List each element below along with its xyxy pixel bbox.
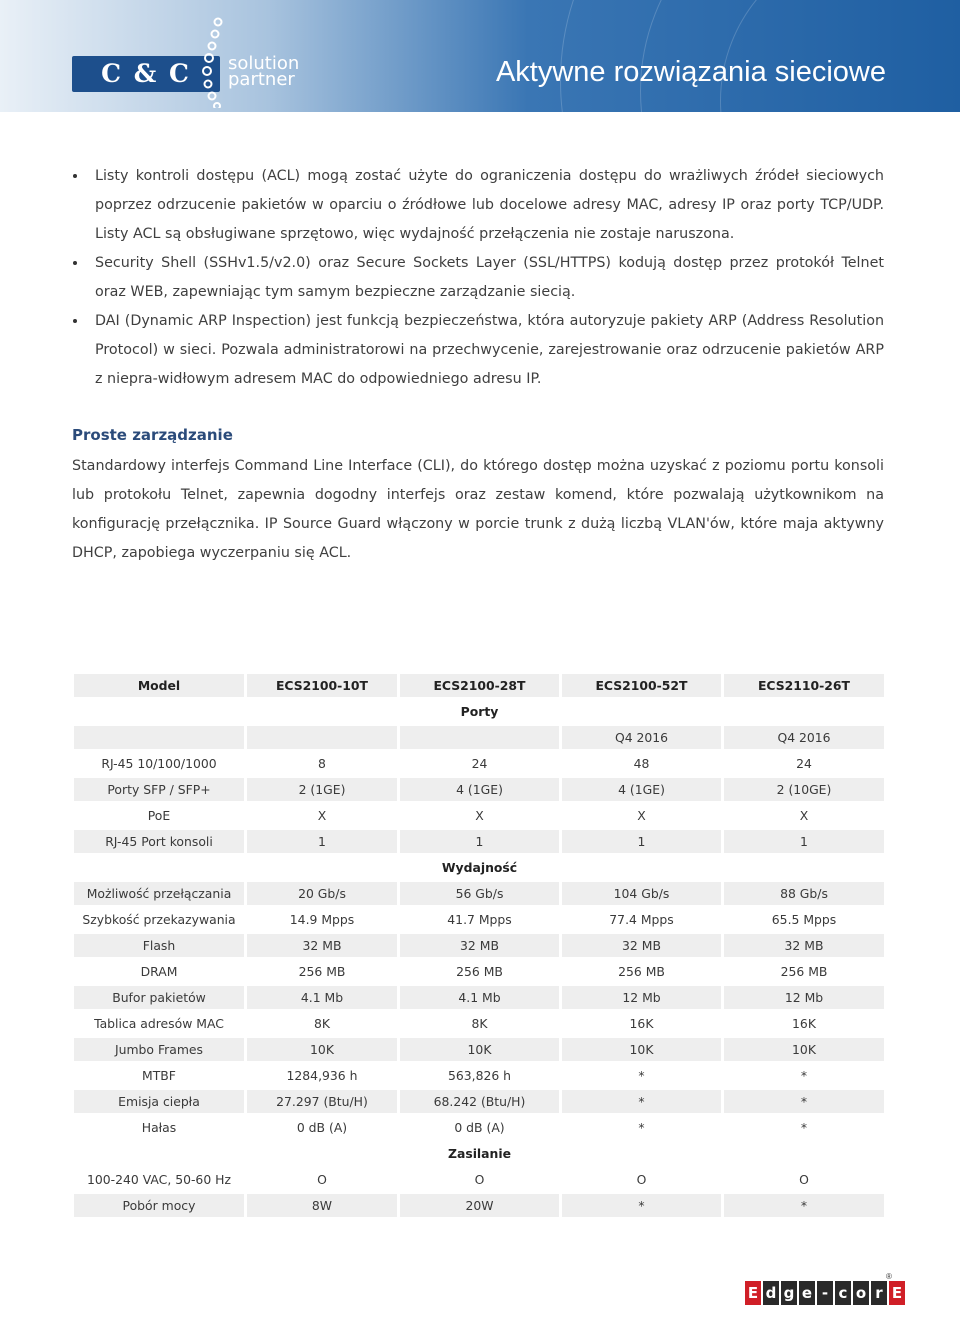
table-cell [247,856,397,879]
table-cell: 1 [247,830,397,853]
table-row [74,778,884,801]
table-row [74,1064,884,1087]
registered-mark: ® [886,1272,892,1281]
table-cell: Tablica adresów MAC [74,1012,244,1035]
table-row [74,1194,884,1217]
feature-list [72,162,884,394]
table-cell: 10K [724,1038,884,1061]
table-cell: RJ-45 Port konsoli [74,830,244,853]
table-cell: 14.9 Mpps [247,908,397,931]
table-cell: X [400,804,559,827]
edgecore-logo-letter: c [835,1281,851,1305]
page-header [0,0,960,112]
table-cell: 256 MB [724,960,884,983]
table-cell: Hałas [74,1116,244,1139]
edgecore-logo-letter: E [889,1281,905,1305]
table-cell: Możliwość przełączania [74,882,244,905]
table-row [74,960,884,983]
table-cell: * [724,1064,884,1087]
table-row [74,1090,884,1113]
table-cell: 4 (1GE) [400,778,559,801]
table-cell: 32 MB [724,934,884,957]
table-row [74,1012,884,1035]
table-group-label: Wydajność [400,856,559,879]
table-cell: 88 Gb/s [724,882,884,905]
bullet-icon [73,319,77,323]
section-paragraph: Standardowy interfejs Command Line Interface (CLI), do którego dostęp można uzyskać z poziomu portu konsoli lub protokołu Telnet, zapewnia dogodny interfejs oraz zestaw komend, które pozwalają użytkownikom na konfigurację przełącznika. IP Source Guard włączony w porcie trunk z dużą liczbą VLAN'ów, które maja aktywny DHCP, zapobiega wyczerpaniu się ACL. [72,458,884,561]
table-cell: 104 Gb/s [562,882,721,905]
table-cell [247,1142,397,1165]
table-cell: 1 [400,830,559,853]
logo-tagline-line: partner [228,69,295,90]
list-item [72,249,884,307]
table-cell: 1 [562,830,721,853]
table-cell: 32 MB [562,934,721,957]
logo-tagline-line: solution [228,53,300,74]
table-cell: 16K [724,1012,884,1035]
table-cell: Bufor pakietów [74,986,244,1009]
table-cell: ECS2100-28T [400,674,559,697]
table-cell: Jumbo Frames [74,1038,244,1061]
bullet-icon [73,174,77,178]
table-row [74,986,884,1009]
table-cell [74,1142,244,1165]
edgecore-logo-letter: E [745,1281,761,1305]
table-cell: Model [74,674,244,697]
table-cell: ECS2110-26T [724,674,884,697]
table-cell: 68.242 (Btu/H) [400,1090,559,1113]
table-group-row [74,1142,884,1165]
table-cell: 48 [562,752,721,775]
table-cell: 256 MB [562,960,721,983]
table-cell [74,726,244,749]
table-row [74,1116,884,1139]
table-cell: * [562,1116,721,1139]
table-cell [562,700,721,723]
table-cell: 2 (1GE) [247,778,397,801]
table-cell: 2 (10GE) [724,778,884,801]
table-cell: 56 Gb/s [400,882,559,905]
table-cell: 12 Mb [562,986,721,1009]
table-cell: X [724,804,884,827]
table-cell: 16K [562,1012,721,1035]
list-item [72,162,884,249]
table-cell: O [562,1168,721,1191]
table-cell: Q4 2016 [562,726,721,749]
table-cell: 0 dB (A) [247,1116,397,1139]
table-cell: MTBF [74,1064,244,1087]
cc-logo-text: C & C [101,59,191,88]
table-row [74,934,884,957]
table-cell [562,856,721,879]
table-cell [74,856,244,879]
table-cell: 4.1 Mb [400,986,559,1009]
table-cell: Emisja ciepła [74,1090,244,1113]
table-cell: 0 dB (A) [400,1116,559,1139]
table-cell [400,726,559,749]
table-cell: Porty SFP / SFP+ [74,778,244,801]
table-cell: Pobór mocy [74,1194,244,1217]
table-header-row [74,674,884,697]
table-cell: 1284,936 h [247,1064,397,1087]
bullet-icon [73,261,77,265]
table-cell: 8 [247,752,397,775]
table-cell: 77.4 Mpps [562,908,721,931]
table-cell [247,700,397,723]
table-cell: * [724,1090,884,1113]
spec-table-body [74,674,884,1217]
table-row [74,726,884,749]
table-cell: Szybkość przekazywania [74,908,244,931]
table-row [74,804,884,827]
list-item-text: Security Shell (SSHv1.5/v2.0) oraz Secure Sockets Layer (SSL/HTTPS) kodują dostęp przez protokół Telnet oraz WEB, zapewniając tym samym bezpieczne zarządzanie siecią. [95,255,884,300]
table-cell: Q4 2016 [724,726,884,749]
table-row [74,1168,884,1191]
table-cell: * [562,1090,721,1113]
table-cell [74,700,244,723]
table-cell: * [724,1116,884,1139]
table-group-label: Porty [400,700,559,723]
table-cell: 24 [400,752,559,775]
table-cell: 32 MB [247,934,397,957]
table-cell: 8W [247,1194,397,1217]
table-cell: O [724,1168,884,1191]
table-cell [724,856,884,879]
spec-table [71,671,887,1220]
table-cell: 1 [724,830,884,853]
table-cell: X [562,804,721,827]
table-cell: 10K [562,1038,721,1061]
table-cell: * [562,1064,721,1087]
list-item-text: DAI (Dynamic ARP Inspection) jest funkcją bezpieczeństwa, która autoryzuje pakiety ARP (Address Resolution Protocol) w sieci. Pozwala administratorowi na przechwycenie, zarejestrowanie oraz odrzucenie pakietów ARP z niepra-widłowym adresem MAC do odpowiedniego adresu IP. [95,313,884,387]
logo-tagline [228,53,300,90]
table-cell [724,1142,884,1165]
table-cell: 100-240 VAC, 50-60 Hz [74,1168,244,1191]
table-cell: O [247,1168,397,1191]
table-cell: 32 MB [400,934,559,957]
list-item [72,307,884,394]
list-item-text: Listy kontroli dostępu (ACL) mogą zostać użyte do ograniczenia dostępu do wrażliwych źródeł sieciowych poprzez odrzucenie pakietów w oparciu o źródłowe lub docelowe adresy MAC, adresy IP oraz porty TCP/UDP. Listy ACL są obsługiwane sprzętowo, więc wydajność przełączenia nie zostaje naruszona. [95,168,884,242]
table-row [74,882,884,905]
edgecore-logo-letter: - [817,1281,833,1305]
cc-logo [72,16,312,104]
table-cell: ECS2100-10T [247,674,397,697]
table-cell [247,726,397,749]
table-cell: ECS2100-52T [562,674,721,697]
table-cell: 563,826 h [400,1064,559,1087]
table-cell: RJ-45 10/100/1000 [74,752,244,775]
table-row [74,752,884,775]
table-cell: 20 Gb/s [247,882,397,905]
table-cell: 8K [247,1012,397,1035]
edgecore-logo-letter: e [799,1281,815,1305]
edgecore-logo-letter: r [871,1281,887,1305]
table-cell [562,1142,721,1165]
edgecore-logo [745,1281,907,1305]
table-cell: O [400,1168,559,1191]
table-group-row [74,700,884,723]
table-cell: 10K [247,1038,397,1061]
table-cell: X [247,804,397,827]
table-row [74,830,884,853]
page-title: Aktywne rozwiązania sieciowe [495,56,886,88]
table-cell: 65.5 Mpps [724,908,884,931]
table-cell: 10K [400,1038,559,1061]
edgecore-logo-letter: o [853,1281,869,1305]
table-row [74,1038,884,1061]
table-cell [724,700,884,723]
table-cell: 4.1 Mb [247,986,397,1009]
table-cell: * [724,1194,884,1217]
table-cell: 41.7 Mpps [400,908,559,931]
table-row [74,908,884,931]
table-cell: 8K [400,1012,559,1035]
table-cell: 27.297 (Btu/H) [247,1090,397,1113]
table-cell: PoE [74,804,244,827]
table-cell: 12 Mb [724,986,884,1009]
table-cell: Flash [74,934,244,957]
table-group-label: Zasilanie [400,1142,559,1165]
table-cell: 4 (1GE) [562,778,721,801]
table-cell: 256 MB [247,960,397,983]
table-cell: * [562,1194,721,1217]
table-cell: 24 [724,752,884,775]
edgecore-logo-letter: d [763,1281,779,1305]
table-cell: 256 MB [400,960,559,983]
table-group-row [74,856,884,879]
table-cell: 20W [400,1194,559,1217]
section-heading: Proste zarządzanie [72,426,233,444]
table-cell: DRAM [74,960,244,983]
edgecore-logo-letter: g [781,1281,797,1305]
